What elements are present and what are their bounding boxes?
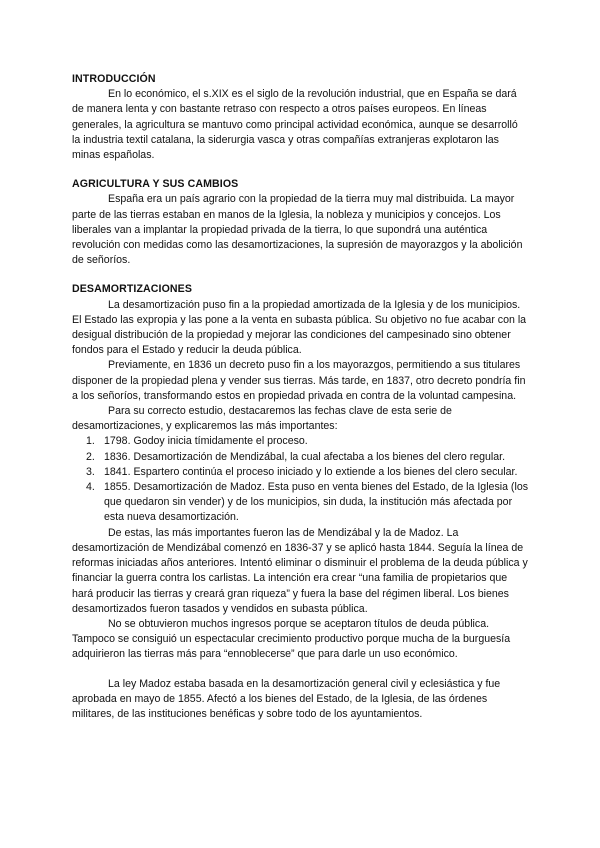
heading-agricultura: AGRICULTURA Y SUS CAMBIOS	[72, 178, 239, 191]
list-number: 4.	[86, 481, 95, 494]
spacer	[72, 663, 528, 677]
list-number: 3.	[86, 465, 95, 478]
list-item	[72, 480, 528, 526]
spacer	[72, 163, 528, 177]
desam-paragraph-6: La ley Madoz estaba basada en la desamortización general civil y eclesiástica y fue aprobada en mayo de 1855. Afectó a los bienes del Estado, de la Iglesia, de las órdenes militares, de las instituciones benéficas y sobre todo de los ayuntamientos.	[72, 677, 501, 720]
desam-paragraph-1: La desamortización puso fin a la propiedad amortizada de la Iglesia y de los municipios. El Estado las expropia y las pone a la venta en subasta pública. Su objetivo no fue acabar con la desigual distribución de la propiedad y mejorar las condiciones del campesinado sino obtener fondos para el Estado y reducir la deuda pública.	[72, 298, 527, 357]
desam-paragraph-3: Para su correcto estudio, destacaremos las fechas clave de esta serie de desamortizaciones, y explicaremos las más importantes:	[72, 405, 452, 433]
desam-paragraph-4: De estas, las más importantes fueron las de Mendizábal y la de Madoz. La desamortización de Mendizábal comenzó en 1836-37 y se aplicó hasta 1844. Seguía la línea de reformas iniciadas años anteriores. Intentó eliminar o disminuir el problema de la deuda pública y financiar la guerra contra los carlistas. La intención era crear “una familia de propietarios que hará producir las tierras y creará gran riqueza” y fuera la base del régimen liberal. Los bienes desamortizados fueron tasados y vendidos en subasta pública.	[72, 526, 528, 615]
spacer	[72, 268, 528, 282]
dates-list	[72, 434, 528, 525]
list-number: 1.	[86, 435, 95, 448]
list-number: 2.	[86, 450, 95, 463]
heading-introduccion: INTRODUCCIÓN	[72, 73, 156, 85]
intro-paragraph: En lo económico, el s.XIX es el siglo de la revolución industrial, que en España se dará de manera lenta y con bastante retraso con respecto a otros países europeos. En líneas generales, la agricultura se mantuvo como principal actividad económica, aunque se desarrolló la industria textil catalana, la siderurgia vasca y otras compañías extranjeras explotaron las minas españolas.	[72, 88, 518, 162]
desam-paragraph-2: Previamente, en 1836 un decreto puso fin a los mayorazgos, permitiendo a sus titulares disponer de la propiedad plena y vender sus tierras. Más tarde, en 1837, otro decreto pondría fin a los señoríos, transformando estos en propiedad privada en contra de la voluntad campesina.	[72, 359, 526, 402]
document-page	[72, 72, 528, 722]
list-item-text: 1836. Desamortización de Mendizábal, la cual afectaba a los bienes del clero regular.	[104, 450, 506, 463]
list-item	[72, 434, 528, 449]
desam-paragraph-5: No se obtuvieron muchos ingresos porque se aceptaron títulos de deuda pública. Tampoco se consiguió un espectacular crecimiento productivo porque mucha de la burguesía adquirieron las tierras más para “ennoblecerse” que para darle un uso económico.	[72, 617, 511, 661]
heading-desamortizaciones: DESAMORTIZACIONES	[72, 283, 193, 296]
agricultura-paragraph: España era un país agrario con la propiedad de la tierra muy mal distribuida. La mayor parte de las tierras estaban en manos de la Iglesia, la nobleza y municipios y concejos. Los liberales van a implantar la propiedad privada de la tierra, lo que supondrá una auténtica revolución con medidas como las desamortizaciones, la supresión de mayorazgos y la abolición de señoríos.	[72, 193, 523, 267]
list-item	[72, 465, 528, 480]
list-item-text: 1855. Desamortización de Madoz. Esta puso en venta bienes del Estado, de la Iglesia (los que quedaron sin vender) y de los municipios, sin duda, la institución más afectada por esta nueva desamortización.	[104, 481, 529, 524]
list-item	[72, 450, 528, 465]
list-item-text: 1841. Espartero continúa el proceso iniciado y lo extiende a los bienes del clero secular.	[104, 465, 518, 478]
list-item-text: 1798. Godoy inicia tímidamente el proceso.	[104, 435, 308, 448]
